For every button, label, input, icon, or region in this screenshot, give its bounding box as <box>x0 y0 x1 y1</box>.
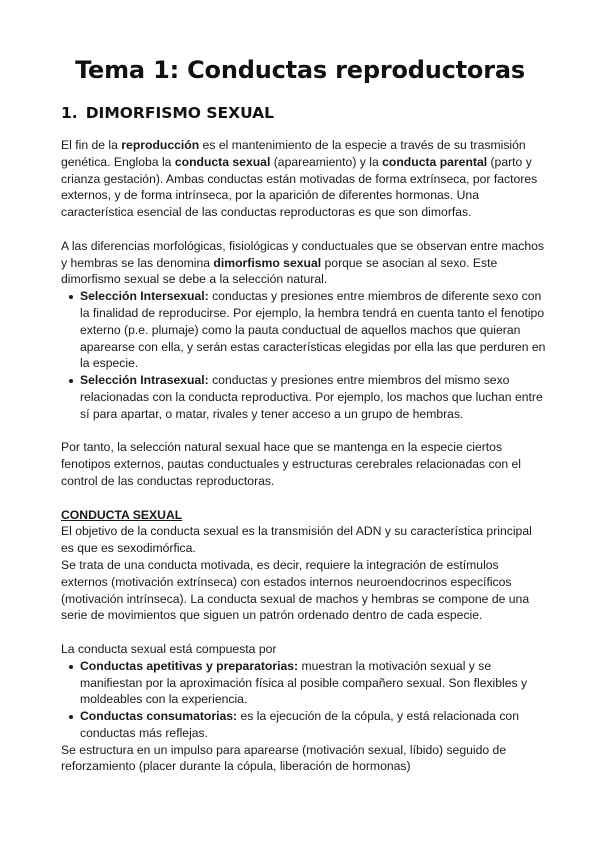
list-item <box>80 658 546 708</box>
conductas-list <box>61 658 546 742</box>
text-run: conductas y presiones entre miembros del mismo sexo relacionadas con la conducta reproductiva. Por ejemplo, los machos que luchan entre sí para apartar, o matar, rivales y tener acceso a un grupo de hembras. <box>80 373 543 421</box>
paragraph-objetivo: El objetivo de la conducta sexual es la transmisión del ADN y su característica principal es que es sexodimórfica. <box>61 524 532 556</box>
seleccion-list <box>61 288 546 422</box>
list-item <box>80 372 546 422</box>
text-run: porque se asocian al sexo. Este dimorfismo sexual se debe a la selección natural. <box>61 255 498 287</box>
section-heading-dimorfismo <box>61 104 274 122</box>
section-number: 1. <box>61 104 78 122</box>
bold-term: Selección Intersexual: <box>80 289 209 304</box>
section-heading-text: DIMORFISMO SEXUAL <box>85 104 275 122</box>
text-run: El fin de la <box>61 138 122 152</box>
bold-term: Conductas apetitivas y preparatorias: <box>80 658 299 673</box>
text-run: es la ejecución de la cópula, y está relacionada con conductas más reflejas. <box>80 709 519 740</box>
paragraph-conducta-motivada: Se trata de una conducta motivada, es decir, requiere la integración de estímulos externos (motivación extrínseca) con estados internos neuroendocrinos específicos (motivación intrínseca). La conducta sexual de machos y hembras se compone de una serie de movimientos que siguen un patrón ordenado dentro de cada especie. <box>61 557 530 623</box>
text-run: conductas y presiones entre miembros de diferente sexo con la finalidad de reproducirse. Por ejemplo, la hembra tendrá en cuenta tanto el fenotipo externo (p.e. plumaje) como la pauta conductual de aquellos machos que quieran aparearse con ella, y serán estas características elegidas por ella las que perduren en la especie. <box>80 289 546 371</box>
paragraph-dimorfismo <box>61 238 546 288</box>
paragraph-compuesta: La conducta sexual está compuesta por <box>61 641 277 656</box>
document-body <box>61 137 546 775</box>
list-item <box>80 288 546 372</box>
bold-term: conducta parental <box>382 154 488 169</box>
bold-term: conducta sexual <box>174 154 271 169</box>
bold-term: Selección Intrasexual: <box>80 373 209 388</box>
text-run: muestran la motivación sexual y se manifiestan por la aproximación física al posible compañero sexual. Son flexibles y moldeables con la experiencia. <box>80 658 528 707</box>
page-title: Tema 1: Conductas reproductoras <box>75 56 525 84</box>
section-heading-conducta-sexual <box>61 507 546 524</box>
bold-term: dimorfismo sexual <box>213 255 322 270</box>
bold-term: Conductas consumatorias: <box>80 709 238 724</box>
paragraph-seleccion-natural: Por tanto, la selección natural sexual hace que se mantenga en la especie ciertos fenotipos externos, pautas conductuales y estructuras cerebrales relacionadas con el control de las conductas reproductoras. <box>61 440 522 488</box>
text-run: A las diferencias morfológicas, fisiológicas y conductuales que se observan entre machos y hembras se las denomina <box>61 238 545 270</box>
text-run: (apareamiento) y la <box>270 154 383 169</box>
subheading-text: CONDUCTA SEXUAL <box>61 507 183 522</box>
bold-term: reproducción <box>121 138 200 152</box>
text-run: (parto y crianza gestación). Ambas conductas están motivadas de forma extrínseca, por factores externos, y de forma intrínseca, por la aparición de diferentes hormonas. Una característica esencial de las conductas reproductoras es que son dimorfas. <box>61 154 538 220</box>
list-item <box>80 708 546 742</box>
paragraph-reproduccion <box>61 137 546 221</box>
paragraph-estructura: Se estructura en un impulso para aparearse (motivación sexual, líbido) seguido de reforzamiento (placer durante la cópula, liberación de hormonas) <box>61 742 507 774</box>
text-run: es el mantenimiento de la especie a través de su trasmisión genética. Engloba la <box>61 138 526 169</box>
